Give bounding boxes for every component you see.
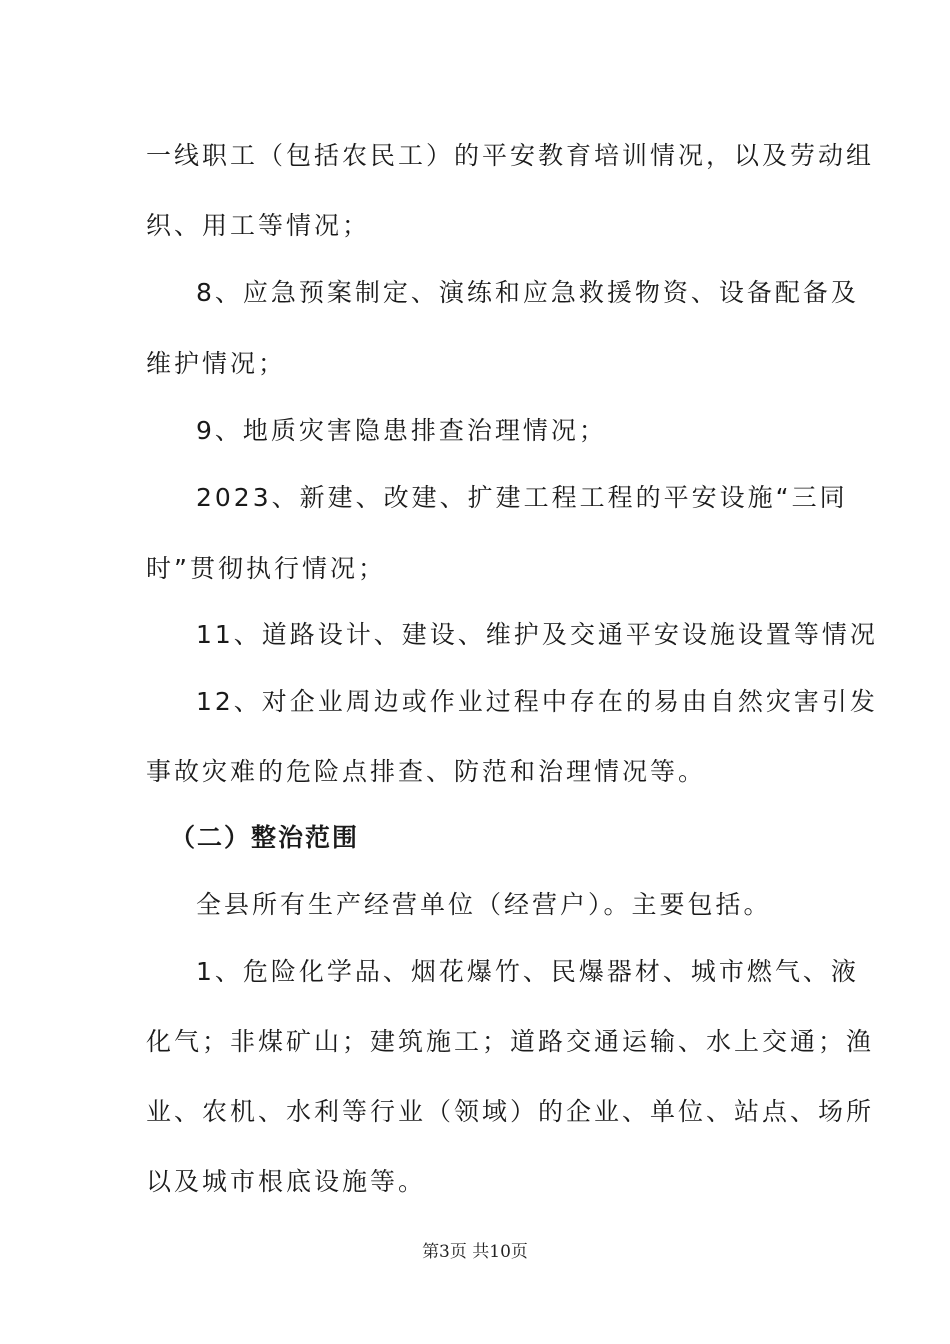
page-number-footer: 第3页 共10页 [422, 1242, 528, 1262]
body-line: 2023、新建、改建、扩建工程工程的平安设施“三同 [196, 483, 848, 512]
body-line: 全县所有生产经营单位（经营户）。主要包括。 [196, 890, 772, 919]
body-line: 12、对企业周边或作业过程中存在的易由自然灾害引发 [196, 687, 878, 716]
body-line: 8、应急预案制定、演练和应急救援物资、设备配备及 [196, 278, 859, 307]
body-line: 以及城市根底设施等。 [146, 1167, 427, 1196]
body-line: 化气；非煤矿山；建筑施工；道路交通运输、水上交通；渔 [146, 1027, 875, 1056]
body-line: 事故灾难的危险点排查、防范和治理情况等。 [146, 757, 707, 786]
section-heading: （二）整治范围 [170, 823, 360, 852]
body-line: 业、农机、水利等行业（领域）的企业、单位、站点、场所 [146, 1097, 875, 1126]
body-line: 时”贯彻执行情况； [146, 554, 386, 583]
body-line: 维护情况； [146, 349, 287, 378]
body-line: 11、道路设计、建设、维护及交通平安设施设置等情况 [196, 620, 878, 649]
body-line: 9、地质灾害隐患排查治理情况； [196, 416, 607, 445]
body-line: 1、危险化学品、烟花爆竹、民爆器材、城市燃气、液 [196, 957, 859, 986]
body-line: 织、用工等情况； [146, 211, 371, 240]
body-line: 一线职工（包括农民工）的平安教育培训情况，以及劳动组 [146, 141, 875, 170]
